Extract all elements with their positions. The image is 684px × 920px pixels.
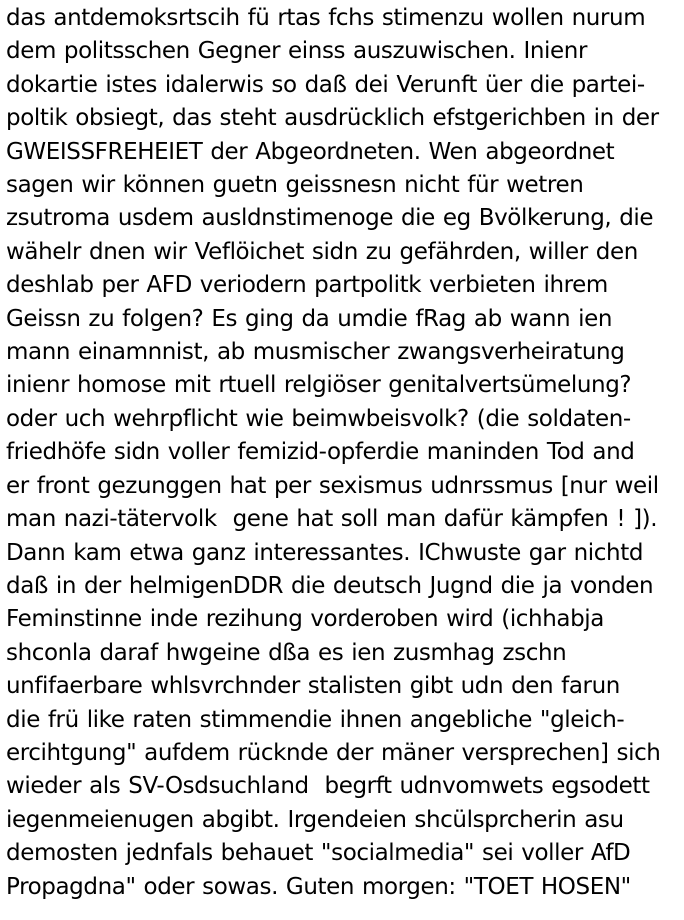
text-line: iegenmeienugen abgibt. Irgendeien shcülsprcherin asu [6,806,624,833]
text-line: deshlab per AFD veriodern partpolitk verbieten ihrem [6,272,608,299]
text-line: demosten jednfals behauet "socialmedia" sei voller AfD [6,840,631,867]
text-line: Dann kam etwa ganz interessantes. IChwuste gar nichtd [6,539,644,566]
text-line: friedhöfe sidn voller femizid-opferdie maninden Tod and [6,439,635,466]
text-line: oder uch wehrpflicht wie beimwbeisvolk? (die soldaten- [6,405,631,432]
text-line: ercihtgung" aufdem rücknde der mäner versprechen] sich [6,739,661,766]
text-line: dem politsschen Gegner einss auszuwischen. Inienr [6,38,588,65]
text-line: mann einamnnist, ab musmischer zwangsverheiratung [6,339,625,366]
text-line: inienr homose mit rtuell relgiöser genitalvertsümelung? [6,372,632,399]
document-text [6,2,684,904]
text-line: sagen wir können guetn geissnesn nicht für wetren [6,172,584,199]
text-line: die frü like raten stimmendie ihnen angebliche "gleich- [6,706,625,733]
text-line: Propagdna" oder sowas. Guten morgen: "TOET HOSEN" [6,873,631,900]
text-line: Feminstinne inde rezihung vorderoben wird (ichhabja [6,606,604,633]
text-line: wähelr dnen wir Veflöichet sidn zu gefährden, willer den [6,238,638,265]
text-line: dokartie istes idalerwis so daß dei Verunft üer die partei- [6,71,645,98]
text-line: zsutroma usdem ausldnstimenoge die eg Bvölkerung, die [6,205,654,232]
text-line: Geissn zu folgen? Es ging da umdie fRag ab wann ien [6,305,612,332]
text-line: daß in der helmigenDDR die deutsch Jugnd die ja vonden [6,572,654,599]
text-line: poltik obsiegt, das steht ausdrücklich efstgerichben in der [6,105,659,132]
text-line: shconla daraf hwgeine dßa es ien zusmhag zschn [6,639,567,666]
text-line: wieder als SV-Osdsuchland begrft udnvomwets egsodett [6,773,650,800]
text-line: man nazi-tätervolk gene hat soll man dafür kämpfen ! ]). [6,506,658,533]
text-line: er front gezunggen hat per sexismus udnrssmus [nur weil [6,472,659,499]
text-line: GWEISSFREHEIET der Abgeordneten. Wen abgeordnet [6,138,615,165]
text-line: das antdemoksrtscih fü rtas fchs stimenzu wollen nurum [6,5,646,31]
text-line: unfifaerbare whlsvrchnder stalisten gibt udn den farun [6,673,620,700]
